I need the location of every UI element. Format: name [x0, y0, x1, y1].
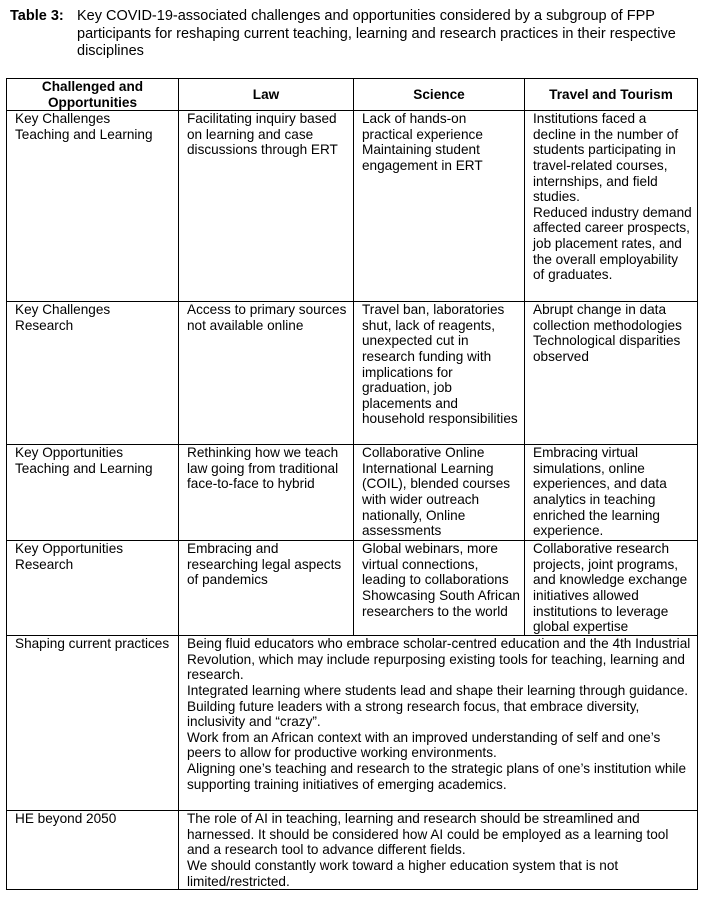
tourism-cell: Institutions faced a decline in the number of students participating in travel-related courses, internships, and field studies. Reduced industry demand affected career prospects, job placement rates, and the overall employability of graduates. — [525, 111, 698, 302]
category-cell: Key Challenges Teaching and Learning — [7, 111, 179, 302]
tourism-cell: Abrupt change in data collection methodologies Technological disparities observed — [525, 302, 698, 445]
table-row — [7, 302, 698, 445]
table-row — [7, 811, 698, 890]
table-row — [7, 445, 698, 541]
law-cell: Rethinking how we teach law going from traditional face-to-face to hybrid — [179, 445, 354, 541]
law-cell: Facilitating inquiry based on learning and case discussions through ERT — [179, 111, 354, 302]
science-cell: Travel ban, laboratories shut, lack of reagents, unexpected cut in research funding with implications for graduation, job placements and household responsibilities — [354, 302, 525, 445]
header-row — [7, 79, 698, 111]
header-tourism: Travel and Tourism — [525, 79, 698, 111]
category-cell: HE beyond 2050 — [7, 811, 179, 890]
table-row — [7, 111, 698, 302]
caption-label: Table 3: — [10, 8, 64, 24]
header-category: Challenged and Opportunities — [7, 79, 179, 111]
law-cell: Access to primary sources not available online — [179, 302, 354, 445]
law-cell: Embracing and researching legal aspects of pandemics — [179, 541, 354, 636]
science-cell: Collaborative Online International Learning (COIL), blended courses with wider outreach nationally, Online assessments — [354, 445, 525, 541]
caption-text: Key COVID-19-associated challenges and opportunities considered by a subgroup of FPP participants for reshaping current teaching, learning and research practices in their respective disciplines — [77, 8, 676, 59]
category-cell: Key Challenges Research — [7, 302, 179, 445]
category-cell: Key Opportunities Research — [7, 541, 179, 636]
header-science: Science — [354, 79, 525, 111]
spanning-cell: The role of AI in teaching, learning and research should be streamlined and harnessed. It should be considered how AI could be employed as a learning tool and a research tool to advance different fields. We should constantly work toward a higher education system that is not limited/restricted. — [179, 811, 698, 890]
header-law: Law — [179, 79, 354, 111]
challenges-opportunities-table — [6, 78, 698, 890]
science-cell: Global webinars, more virtual connections, leading to collaborations Showcasing South African researchers to the world — [354, 541, 525, 636]
table-row — [7, 541, 698, 636]
category-cell: Shaping current practices — [7, 636, 179, 811]
science-cell: Lack of hands-on practical experience Maintaining student engagement in ERT — [354, 111, 525, 302]
category-cell: Key Opportunities Teaching and Learning — [7, 445, 179, 541]
spanning-cell: Being fluid educators who embrace scholar-centred education and the 4th Industrial Revolution, which may include repurposing existing tools for teaching, learning and research. Integrated learning where students lead and shape their learning through guidance. Building future leaders with a strong research focus, that embrace diversity, inclusivity and “crazy”. Work from an African context with an improved understanding of self and one’s peers to allow for productive working environments. Aligning one’s teaching and research to the strategic plans of one’s institution while supporting training initiatives of emerging academics. — [179, 636, 698, 811]
table-row — [7, 636, 698, 811]
tourism-cell: Collaborative research projects, joint programs, and knowledge exchange initiatives allowed institutions to leverage global expertise — [525, 541, 698, 636]
tourism-cell: Embracing virtual simulations, online experiences, and data analytics in teaching enriched the learning experience. — [525, 445, 698, 541]
